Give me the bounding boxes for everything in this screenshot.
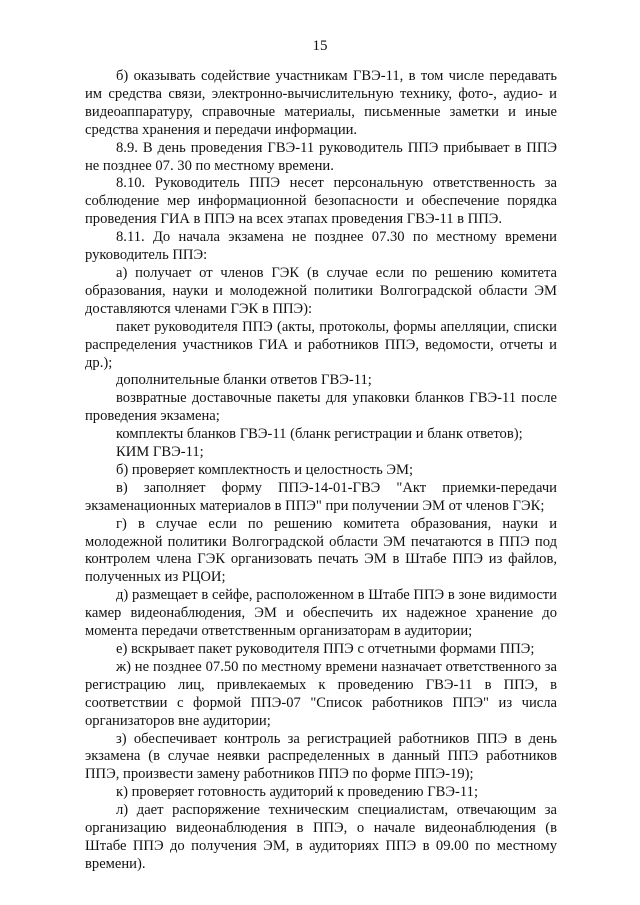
page-number: 15 [312,38,328,54]
list-item-e: е) вскрывает пакет руководителя ППЭ с отчетными формами ППЭ; [116,641,535,657]
paragraph-b-assist: б) оказывать содействие участникам ГВЭ-11, в том числе передавать им средства связи, электронно-вычислительную технику, фото-, аудио- и видеоаппаратуру, справочные материалы, письменные заметки и иные средства хранения и передачи информации. [85,68,557,138]
paragraph-8-10: 8.10. Руководитель ППЭ несет персональную ответственность за соблюдение мер информационной безопасности и обеспечение порядка проведения ГИА в ППЭ на всех этапах проведения ГВЭ-11 в ППЭ. [85,175,557,228]
list-item-l: л) дает распоряжение техническим специалистам, отвечающим за организацию видеонаблюдения в ППЭ, о начале видеонаблюдения (в Штабе ППЭ до получения ЭМ, в аудиториях ППЭ в 09.00 по местному времени). [85,802,557,872]
list-subitem-form-sets: комплекты бланков ГВЭ-11 (бланк регистрации и бланк ответов); [116,426,523,443]
paragraph-8-9: 8.9. В день проведения ГВЭ-11 руководитель ППЭ прибывает в ППЭ не позднее 07. 30 по местному времени. [85,139,557,174]
list-subitem-return-packages: возвратные доставочные пакеты для упаковки бланков ГВЭ-11 после проведения экзамена; [85,390,557,425]
document-body [85,68,557,874]
list-item-z: з) обеспечивает контроль за регистрацией работников ППЭ в день экзамена (в случае неявки распределенных в данный ППЭ работников ППЭ, произвести замену работников ППЭ по форме ППЭ-19); [85,730,557,783]
list-subitem-extra-forms: дополнительные бланки ответов ГВЭ-11; [116,372,372,389]
list-item-d: д) размещает в сейфе, расположенном в Штабе ППЭ в зоне видимости камер видеонаблюдения, ЭМ и обеспечить их надежное хранение до момента передачи ответственным организаторам в аудитории; [85,587,557,640]
list-subitem-kim: КИМ ГВЭ-11; [116,444,204,461]
list-item-g: г) в случае если по решению комитета образования, науки и молодежной политики Волгоградской области ЭМ печатаются в ППЭ под контролем члена ГЭК организовать печать ЭМ в Штабе ППЭ из файлов, полученных из РЦОИ; [85,515,557,586]
list-item-v: в) заполняет форму ППЭ-14-01-ГВЭ "Акт приемки-передачи экзаменационных материалов в ППЭ" при получении ЭМ от членов ГЭК; [85,479,557,514]
paragraph-8-11: 8.11. До начала экзамена не позднее 07.30 по местному времени руководитель ППЭ: [85,229,557,264]
list-item-b: б) проверяет комплектность и целостность ЭМ; [116,461,414,478]
list-item-a: а) получает от членов ГЭК (в случае если по решению комитета образования, науки и молодежной политики Волгоградской области ЭМ доставляются членами ГЭК в ППЭ): [85,264,557,317]
list-item-zh: ж) не позднее 07.50 по местному времени назначает ответственного за регистрацию лиц, привлекаемых к проведению ГВЭ-11 в ППЭ, в соответствии с формой ППЭ-07 "Список работников ППЭ" из числа организаторов вне аудитории; [85,658,557,729]
list-subitem-director-package: пакет руководителя ППЭ (акты, протоколы, формы апелляции, списки распределения участников ГИА и работников ППЭ, ведомости, отчеты и др.); [85,318,557,371]
list-item-k: к) проверяет готовность аудиторий к проведению ГВЭ-11; [116,784,478,801]
